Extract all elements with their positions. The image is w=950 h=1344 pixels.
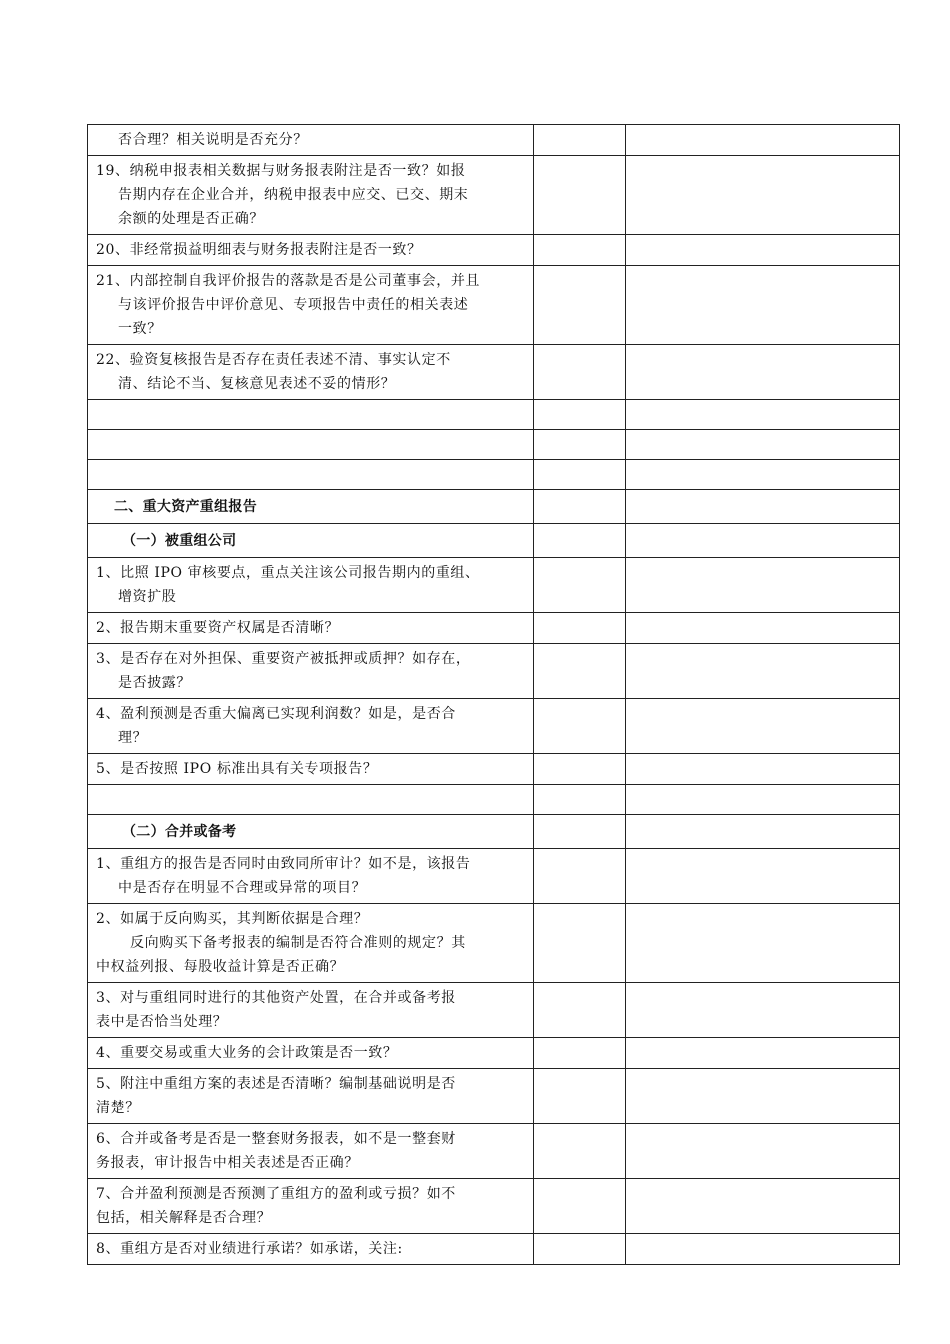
check-cell (534, 1179, 626, 1234)
remark-cell (626, 815, 900, 849)
item-text-line: 8、重组方是否对业绩进行承诺？如承诺，关注: (96, 1241, 403, 1257)
item-text-line: 中是否存在明显不合理或异常的项目？ (118, 880, 367, 896)
item-cell (88, 815, 534, 849)
subsection-title: （一）被重组公司 (122, 532, 237, 549)
remark-cell (626, 1179, 900, 1234)
check-cell (534, 785, 626, 815)
remark-cell (626, 400, 900, 430)
check-cell (534, 125, 626, 156)
item-cell (88, 785, 534, 815)
blank-row (88, 400, 900, 430)
item-text-line: 一致？ (118, 321, 162, 337)
checklist-row (88, 904, 900, 983)
item-cell (88, 849, 534, 904)
item-cell (88, 460, 534, 490)
checklist-row (88, 235, 900, 266)
item-text-line: 中权益列报、每股收益计算是否正确？ (96, 959, 345, 975)
check-cell (534, 345, 626, 400)
item-text-line: 理？ (118, 730, 148, 746)
remark-cell (626, 613, 900, 644)
item-cell (88, 490, 534, 524)
checklist-body (88, 125, 900, 1265)
item-cell (88, 430, 534, 460)
item-cell (88, 1234, 534, 1265)
check-cell (534, 490, 626, 524)
remark-cell (626, 1234, 900, 1265)
item-cell (88, 345, 534, 400)
item-text-line: 与该评价报告中评价意见、专项报告中责任的相关表述 (118, 297, 469, 313)
remark-cell (626, 524, 900, 558)
remark-cell (626, 785, 900, 815)
item-text-line: 1、比照 IPO 审核要点，重点关注该公司报告期内的重组、 (96, 565, 480, 581)
check-cell (534, 983, 626, 1038)
checklist-row (88, 1038, 900, 1069)
checklist-row (88, 754, 900, 785)
item-text-line: 1、重组方的报告是否同时由致同所审计？如不是，该报告 (96, 856, 471, 872)
item-text-line: 19、纳税申报表相关数据与财务报表附注是否一致？如报 (96, 163, 466, 179)
check-cell (534, 524, 626, 558)
blank-row (88, 430, 900, 460)
checklist-row (88, 699, 900, 754)
check-cell (534, 904, 626, 983)
item-text-line: 22、验资复核报告是否存在责任表述不清、事实认定不 (96, 352, 451, 368)
checklist-row (88, 125, 900, 156)
item-cell (88, 983, 534, 1038)
remark-cell (626, 558, 900, 613)
item-text-line: 增资扩股 (118, 589, 177, 605)
item-text-line: 3、对与重组同时进行的其他资产处置，在合并或备考报 (96, 990, 456, 1006)
remark-cell (626, 1124, 900, 1179)
check-cell (534, 1124, 626, 1179)
item-cell (88, 644, 534, 699)
item-cell (88, 156, 534, 235)
item-text-line: 4、盈利预测是否重大偏离已实现利润数？如是，是否合 (96, 706, 456, 722)
item-cell (88, 125, 534, 156)
item-text-line: 是否披露？ (118, 675, 191, 691)
remark-cell (626, 754, 900, 785)
remark-cell (626, 983, 900, 1038)
item-text-line: 表中是否恰当处理？ (96, 1014, 228, 1030)
checklist-row (88, 345, 900, 400)
item-cell (88, 400, 534, 430)
item-cell (88, 1038, 534, 1069)
item-cell (88, 613, 534, 644)
check-cell (534, 1038, 626, 1069)
item-cell (88, 558, 534, 613)
checklist-row (88, 1069, 900, 1124)
checklist-row (88, 1179, 900, 1234)
check-cell (534, 156, 626, 235)
remark-cell (626, 430, 900, 460)
item-text-line: 6、合并或备考是否是一整套财务报表，如不是一整套财 (96, 1131, 456, 1147)
check-cell (534, 1069, 626, 1124)
checklist-row (88, 156, 900, 235)
item-text-line: 4、重要交易或重大业务的会计政策是否一致？ (96, 1045, 398, 1061)
checklist-row (88, 1124, 900, 1179)
item-text-line: 5、是否按照 IPO 标准出具有关专项报告？ (96, 761, 378, 777)
remark-cell (626, 345, 900, 400)
subsection-title: （二）合并或备考 (122, 823, 237, 840)
item-cell (88, 524, 534, 558)
remark-cell (626, 235, 900, 266)
checklist-row (88, 983, 900, 1038)
item-text-line: 3、是否存在对外担保、重要资产被抵押或质押？如存在， (96, 651, 471, 667)
item-text-line: 否合理？相关说明是否充分？ (118, 132, 308, 148)
check-cell (534, 699, 626, 754)
checklist-row (88, 558, 900, 613)
blank-row (88, 460, 900, 490)
item-text-line: 清楚？ (96, 1100, 140, 1116)
item-text-line: 包括，相关解释是否合理？ (96, 1210, 272, 1226)
item-cell (88, 1069, 534, 1124)
check-cell (534, 613, 626, 644)
check-cell (534, 754, 626, 785)
item-text-line: 20、非经常损益明细表与财务报表附注是否一致？ (96, 242, 422, 258)
item-text-line: 7、合并盈利预测是否预测了重组方的盈利或亏损？如不 (96, 1186, 456, 1202)
check-cell (534, 815, 626, 849)
section-title: 二、重大资产重组报告 (114, 498, 257, 515)
item-text-line: 反向购买下备考报表的编制是否符合准则的规定？其 (130, 935, 466, 951)
remark-cell (626, 266, 900, 345)
check-cell (534, 460, 626, 490)
item-cell (88, 1124, 534, 1179)
checklist-row (88, 613, 900, 644)
check-cell (534, 849, 626, 904)
item-text-line: 务报表，审计报告中相关表述是否正确？ (96, 1155, 359, 1171)
item-text-line: 告期内存在企业合并，纳税申报表中应交、已交、期末 (118, 187, 469, 203)
blank-row (88, 785, 900, 815)
item-text-line: 清、结论不当、复核意见表述不妥的情形？ (118, 376, 396, 392)
remark-cell (626, 904, 900, 983)
checklist-row (88, 266, 900, 345)
check-cell (534, 644, 626, 699)
item-text-line: 2、如属于反向购买，其判断依据是合理？ (96, 911, 369, 927)
remark-cell (626, 849, 900, 904)
item-text-line: 2、报告期末重要资产权属是否清晰？ (96, 620, 340, 636)
check-cell (534, 430, 626, 460)
check-cell (534, 400, 626, 430)
check-cell (534, 266, 626, 345)
section-header-row (88, 815, 900, 849)
remark-cell (626, 644, 900, 699)
item-cell (88, 904, 534, 983)
checklist-row (88, 644, 900, 699)
check-cell (534, 558, 626, 613)
remark-cell (626, 460, 900, 490)
item-cell (88, 235, 534, 266)
check-cell (534, 235, 626, 266)
checklist-row (88, 1234, 900, 1265)
item-text-line: 余额的处理是否正确？ (118, 211, 264, 227)
check-cell (534, 1234, 626, 1265)
remark-cell (626, 699, 900, 754)
checklist-row (88, 849, 900, 904)
item-text-line: 21、内部控制自我评价报告的落款是否是公司董事会，并且 (96, 273, 481, 289)
remark-cell (626, 490, 900, 524)
section-header-row (88, 490, 900, 524)
item-cell (88, 266, 534, 345)
remark-cell (626, 1038, 900, 1069)
review-checklist-table (87, 124, 900, 1265)
remark-cell (626, 156, 900, 235)
item-cell (88, 754, 534, 785)
item-text-line: 5、附注中重组方案的表述是否清晰？编制基础说明是否 (96, 1076, 456, 1092)
section-header-row (88, 524, 900, 558)
remark-cell (626, 125, 900, 156)
remark-cell (626, 1069, 900, 1124)
item-cell (88, 699, 534, 754)
item-cell (88, 1179, 534, 1234)
